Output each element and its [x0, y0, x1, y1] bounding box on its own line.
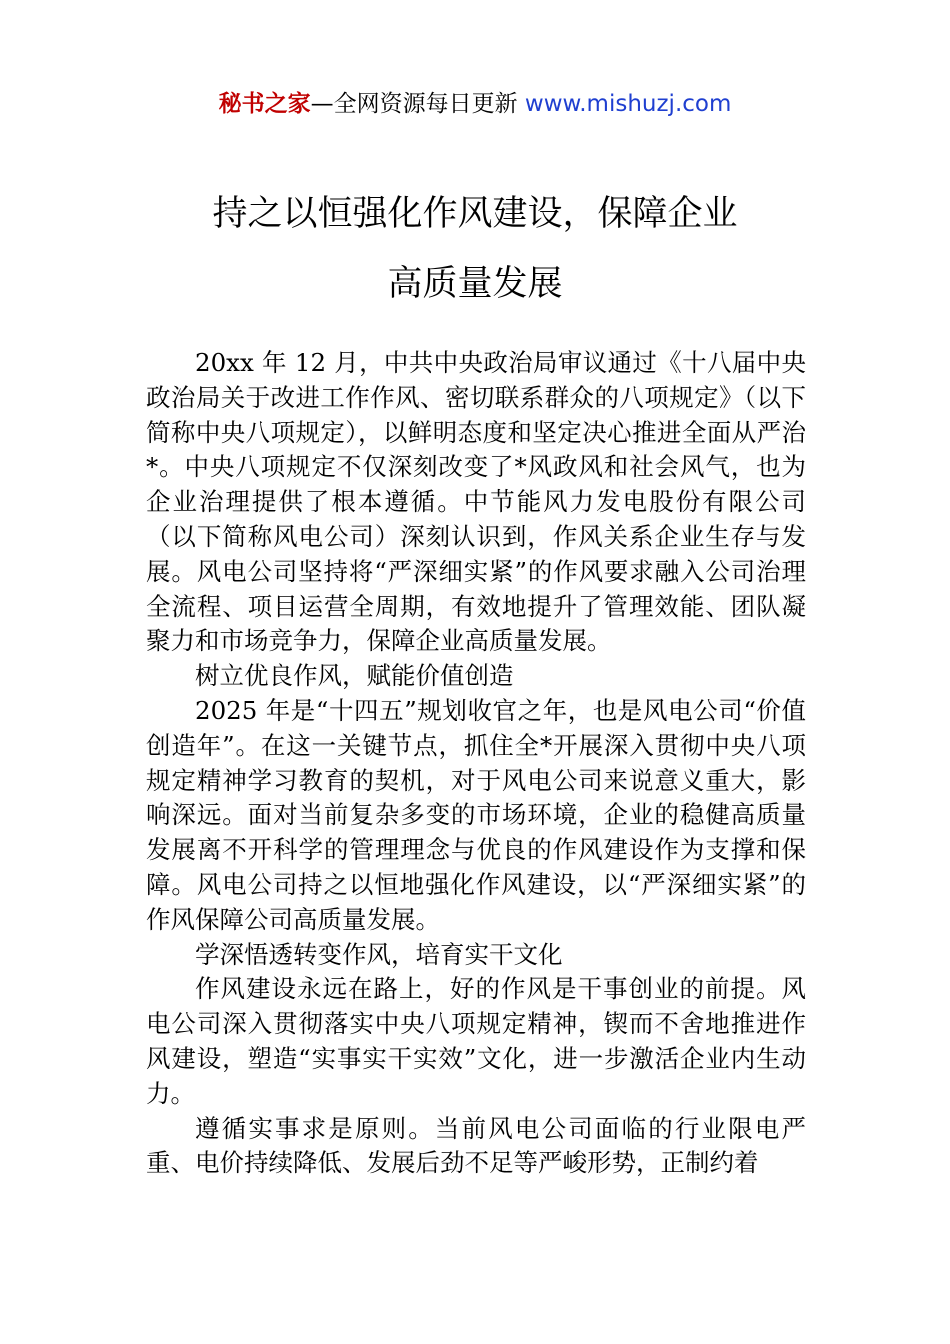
body-paragraph: 20xx 年 12 月，中共中央政治局审议通过《十八届中央政治局关于改进工作作风、密切联系群众的八项规定》（以下简称中央八项规定），以鲜明态度和坚定决心推进全面从严治*。中央八项规定不仅深刻改变了*风政风和社会风气，也为企业治理提供了根本遵循。中节能风力发电股份有限公司（以下简称风电公司）深刻认识到，作风关系企业生存与发展。风电公司坚持将“严深细实紧”的作风要求融入公司治理全流程、项目运营全周期，有效地提升了管理效能、团队凝聚力和市场竞争力，保障企业高质量发展。: [146, 348, 806, 656]
document-body: [146, 346, 806, 1181]
header-dash: —: [310, 91, 334, 117]
site-header: [0, 88, 950, 120]
document-title-line-1: 持之以恒强化作风建设，保障企业: [212, 194, 738, 234]
section-heading: 树立优良作风，赋能价值创造: [195, 661, 514, 691]
document-title-line-2: 高质量发展: [387, 264, 563, 304]
brand-name: 秘书之家: [218, 91, 311, 117]
site-url-link[interactable]: www.mishuzj.com: [524, 91, 732, 117]
body-paragraph: 作风建设永远在路上，好的作风是干事创业的前提。风电公司深入贯彻落实中央八项规定精神，锲而不舍地推进作风建设，塑造“实事实干实效”文化，进一步激活企业内生动力。: [146, 974, 806, 1108]
body-paragraph: 遵循实事求是原则。当前风电公司面临的行业限电严重、电价持续降低、发展后劲不足等严峻形势，正制约着: [146, 1113, 806, 1178]
section-heading: 学深悟透转变作风，培育实干文化: [195, 939, 563, 969]
body-paragraph: 2025 年是“十四五”规划收官之年，也是风电公司“价值创造年”。在这一关键节点，抓住全*开展深入贯彻中央八项规定精神学习教育的契机，对于风电公司来说意义重大，影响深远。面对当前复杂多变的市场环境，企业的稳健高质量发展离不开科学的管理理念与优良的作风建设作为支撑和保障。风电公司持之以恒地强化作风建设，以“严深细实紧”的作风保障公司高质量发展。: [146, 695, 806, 934]
header-tagline: 全网资源每日更新: [333, 91, 518, 117]
